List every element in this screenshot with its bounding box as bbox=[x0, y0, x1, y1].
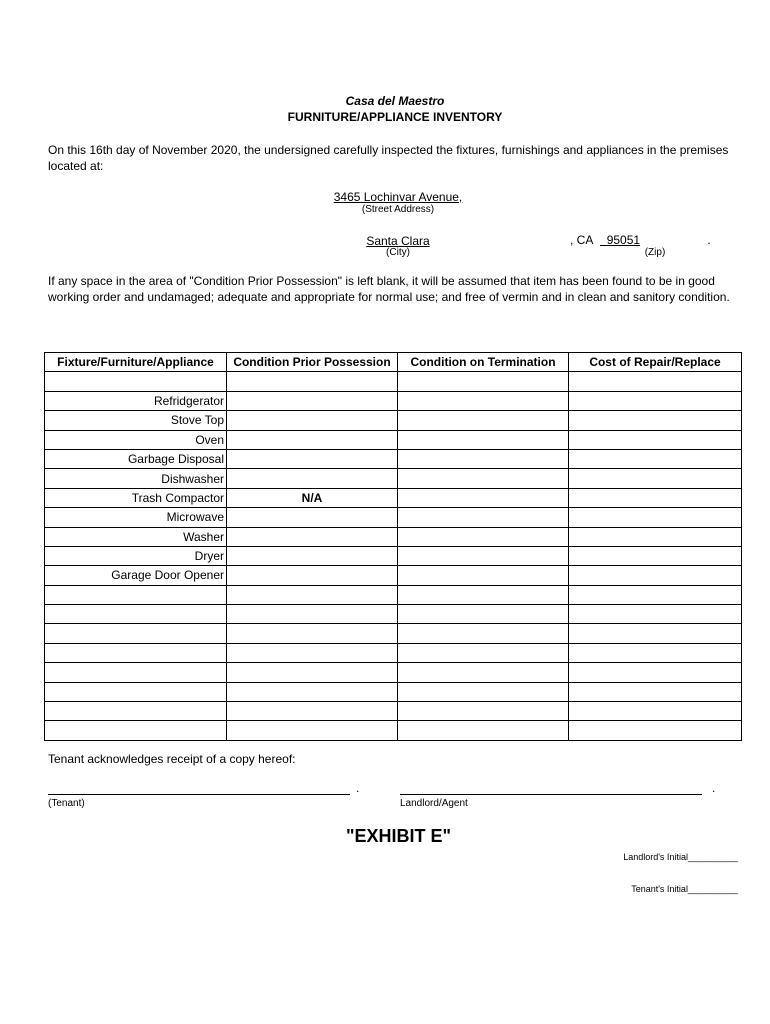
table-row bbox=[45, 605, 742, 624]
intro-paragraph: On this 16th day of November 2020, the undersigned carefully inspected the fixtures, furnishings and appliances in the premises located at: bbox=[48, 143, 729, 173]
condition-prior-cell[interactable] bbox=[227, 508, 398, 527]
condition-termination-cell[interactable] bbox=[398, 508, 569, 527]
table-row bbox=[45, 663, 742, 682]
condition-termination-cell[interactable] bbox=[398, 546, 569, 565]
item-name-cell[interactable] bbox=[45, 605, 227, 624]
condition-termination-cell[interactable] bbox=[398, 391, 569, 410]
item-name-cell[interactable]: Dryer bbox=[45, 546, 227, 565]
item-name-cell[interactable] bbox=[45, 643, 227, 662]
cost-repair-cell[interactable] bbox=[569, 643, 742, 662]
condition-termination-cell[interactable] bbox=[398, 624, 569, 643]
cost-repair-cell[interactable] bbox=[569, 605, 742, 624]
condition-termination-cell[interactable] bbox=[398, 488, 569, 507]
condition-prior-cell[interactable] bbox=[227, 643, 398, 662]
condition-termination-cell[interactable] bbox=[398, 527, 569, 546]
item-name-cell[interactable]: Oven bbox=[45, 430, 227, 449]
cost-repair-cell[interactable] bbox=[569, 663, 742, 682]
tenant-signature-label: (Tenant) bbox=[48, 798, 85, 809]
table-row bbox=[45, 469, 742, 488]
zip-label: (Zip) bbox=[644, 247, 666, 258]
cost-repair-cell[interactable] bbox=[569, 488, 742, 507]
landlord-signature-label: Landlord/Agent bbox=[400, 798, 468, 809]
document-title: FURNITURE/APPLIANCE INVENTORY bbox=[287, 110, 503, 124]
item-name-cell[interactable]: Refridgerator bbox=[45, 391, 227, 410]
table-row bbox=[45, 430, 742, 449]
end-punct: . bbox=[707, 233, 711, 247]
condition-prior-cell[interactable] bbox=[227, 372, 398, 391]
item-name-cell[interactable] bbox=[45, 682, 227, 701]
item-name-cell[interactable]: Garbage Disposal bbox=[45, 449, 227, 468]
cost-repair-cell[interactable] bbox=[569, 721, 742, 740]
condition-termination-cell[interactable] bbox=[398, 566, 569, 585]
acknowledgement-text: Tenant acknowledges receipt of a copy hereof: bbox=[48, 752, 296, 766]
landlord-signature-line[interactable] bbox=[400, 794, 702, 795]
item-name-cell[interactable]: Dishwasher bbox=[45, 469, 227, 488]
table-row bbox=[45, 702, 742, 721]
city-label: (City) bbox=[386, 247, 410, 258]
column-header: Fixture/Furniture/Appliance bbox=[45, 353, 227, 372]
city-value: Santa Clara bbox=[366, 234, 430, 248]
table-row bbox=[45, 585, 742, 604]
cost-repair-cell[interactable] bbox=[569, 469, 742, 488]
column-header: Condition on Termination bbox=[398, 353, 569, 372]
item-name-cell[interactable]: Trash Compactor bbox=[45, 488, 227, 507]
condition-prior-cell[interactable] bbox=[227, 430, 398, 449]
item-name-cell[interactable] bbox=[45, 663, 227, 682]
condition-termination-cell[interactable] bbox=[398, 605, 569, 624]
cost-repair-cell[interactable] bbox=[569, 702, 742, 721]
table-row bbox=[45, 449, 742, 468]
condition-termination-cell[interactable] bbox=[398, 411, 569, 430]
table-row bbox=[45, 643, 742, 662]
item-name-cell[interactable]: Washer bbox=[45, 527, 227, 546]
condition-termination-cell[interactable] bbox=[398, 643, 569, 662]
cost-repair-cell[interactable] bbox=[569, 411, 742, 430]
condition-prior-cell[interactable] bbox=[227, 605, 398, 624]
tenant-initial[interactable]: Tenant's Initial__________ bbox=[631, 884, 738, 894]
company-name: Casa del Maestro bbox=[345, 94, 445, 108]
condition-prior-cell[interactable] bbox=[227, 585, 398, 604]
condition-prior-cell[interactable] bbox=[227, 546, 398, 565]
exhibit-title: "EXHIBIT E" bbox=[345, 826, 452, 846]
condition-termination-cell[interactable] bbox=[398, 585, 569, 604]
table-header-row bbox=[45, 353, 742, 372]
condition-prior-cell[interactable] bbox=[227, 391, 398, 410]
street-address-value: 3465 Lochinvar Avenue, bbox=[333, 190, 463, 204]
condition-prior-cell[interactable] bbox=[227, 663, 398, 682]
zip-text: 95051 bbox=[606, 233, 641, 247]
condition-prior-cell[interactable] bbox=[227, 721, 398, 740]
item-name-cell[interactable] bbox=[45, 624, 227, 643]
cost-repair-cell[interactable] bbox=[569, 372, 742, 391]
cost-repair-cell[interactable] bbox=[569, 508, 742, 527]
condition-termination-cell[interactable] bbox=[398, 663, 569, 682]
condition-termination-cell[interactable] bbox=[398, 449, 569, 468]
landlord-initial[interactable]: Landlord's Initial__________ bbox=[623, 852, 738, 862]
item-name-cell[interactable]: Microwave bbox=[45, 508, 227, 527]
tenant-signature-line[interactable] bbox=[48, 794, 350, 795]
city bbox=[318, 234, 478, 248]
condition-termination-cell[interactable] bbox=[398, 702, 569, 721]
condition-termination-cell[interactable] bbox=[398, 682, 569, 701]
column-header: Condition Prior Possession bbox=[227, 353, 398, 372]
table-row bbox=[45, 508, 742, 527]
condition-termination-cell[interactable] bbox=[398, 430, 569, 449]
table-row bbox=[45, 411, 742, 430]
cost-repair-cell[interactable] bbox=[569, 449, 742, 468]
table-row bbox=[45, 721, 742, 740]
inventory-table bbox=[44, 352, 742, 741]
item-name-cell[interactable]: Stove Top bbox=[45, 411, 227, 430]
street-address bbox=[298, 190, 498, 204]
table-row bbox=[45, 488, 742, 507]
landlord-signature-dot: . bbox=[712, 781, 716, 795]
condition-termination-cell[interactable] bbox=[398, 721, 569, 740]
column-header: Cost of Repair/Replace bbox=[569, 353, 742, 372]
table-row bbox=[45, 391, 742, 410]
notice-paragraph: If any space in the area of "Condition Prior Possession" is left blank, it will be assumed that item has been found to be in good working order and undamaged; adequate and appropriate for normal use; and free of vermin and in clean and sanitory condition. bbox=[48, 274, 730, 304]
table-row bbox=[45, 372, 742, 391]
condition-prior-cell[interactable] bbox=[227, 682, 398, 701]
street-address-label: (Street Address) bbox=[361, 204, 435, 215]
cost-repair-cell[interactable] bbox=[569, 566, 742, 585]
item-name-cell[interactable] bbox=[45, 721, 227, 740]
cost-repair-cell[interactable] bbox=[569, 391, 742, 410]
condition-termination-cell[interactable] bbox=[398, 372, 569, 391]
cost-repair-cell[interactable] bbox=[569, 527, 742, 546]
state-zip bbox=[570, 233, 711, 247]
condition-prior-cell[interactable] bbox=[227, 702, 398, 721]
cost-repair-cell[interactable] bbox=[569, 624, 742, 643]
condition-prior-cell[interactable]: N/A bbox=[227, 488, 398, 507]
inventory-table-body bbox=[45, 372, 742, 740]
cost-repair-cell[interactable] bbox=[569, 585, 742, 604]
cost-repair-cell[interactable] bbox=[569, 430, 742, 449]
condition-termination-cell[interactable] bbox=[398, 469, 569, 488]
item-name-cell[interactable] bbox=[45, 372, 227, 391]
condition-prior-cell[interactable] bbox=[227, 624, 398, 643]
table-row bbox=[45, 624, 742, 643]
item-name-cell[interactable] bbox=[45, 585, 227, 604]
cost-repair-cell[interactable] bbox=[569, 546, 742, 565]
state-prefix: , CA bbox=[570, 233, 593, 247]
condition-prior-cell[interactable] bbox=[227, 527, 398, 546]
item-name-cell[interactable]: Garage Door Opener bbox=[45, 566, 227, 585]
condition-prior-cell[interactable] bbox=[227, 449, 398, 468]
table-row bbox=[45, 546, 742, 565]
table-row bbox=[45, 566, 742, 585]
zip-value bbox=[596, 233, 704, 247]
condition-prior-cell[interactable] bbox=[227, 411, 398, 430]
condition-prior-cell[interactable] bbox=[227, 566, 398, 585]
tenant-signature-dot: . bbox=[356, 781, 360, 795]
condition-prior-cell[interactable] bbox=[227, 469, 398, 488]
cost-repair-cell[interactable] bbox=[569, 682, 742, 701]
table-row bbox=[45, 682, 742, 701]
item-name-cell[interactable] bbox=[45, 702, 227, 721]
table-row bbox=[45, 527, 742, 546]
